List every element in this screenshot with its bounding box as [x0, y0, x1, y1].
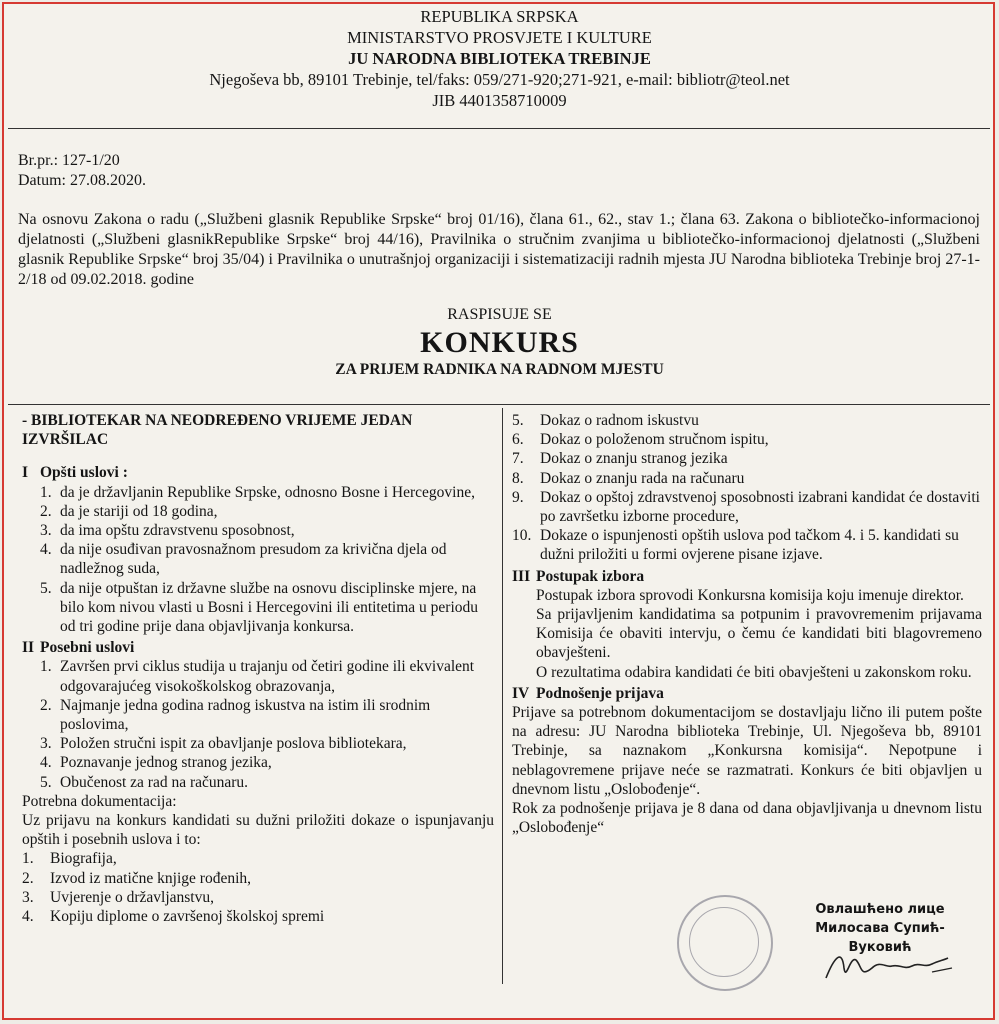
header-republic: REPUBLIKA SRPSKA	[420, 7, 579, 26]
list-item: 2. Najmanje jedna godina radnog iskustva na istim ili srodnim poslovima,	[40, 696, 431, 734]
list-item: 2. da je stariji od 18 godina,	[40, 502, 218, 520]
right-column	[512, 411, 982, 837]
section-application-submission	[512, 684, 982, 703]
section-number: II	[22, 639, 35, 657]
reference-number: Br.pr.: 127-1/20	[18, 152, 120, 169]
paragraph: Prijave sa potrebnom dokumentacijom se dostavljaju lično ili putem pošte na adresu: JU Narodna biblioteka Trebinje, Ul. Njegoševa bb, 89101 Trebinje, sa naznakom „Konkursna komisija“. Nepotpune i neblagovremene prijave neće se razmatrati. Konkurs će biti objavljen u dnevnom listu „Oslobođenje“.	[512, 704, 982, 798]
page-subtitle: ZA PRIJEM RADNIKA NA RADNOM MJESTU	[335, 361, 664, 378]
page-title: KONKURS	[420, 326, 579, 359]
announcement-line: RASPISUJE SE	[447, 306, 552, 323]
column-divider	[502, 408, 503, 984]
paragraph: Sa prijavljenim kandidatima sa potpunim i pravovremenim prijavama Komisija će obaviti intervju, o čemu će kandidati biti blagovremeno obavješteni.	[536, 606, 982, 662]
section-number: III	[512, 567, 531, 585]
header-contact: Njegoševa bb, 89101 Trebinje, tel/faks: 059/271-920;271-921, e-mail: bibliotr@teol.net	[209, 70, 790, 89]
list-item: 3. da ima opštu zdravstvenu sposobnost,	[40, 522, 295, 540]
legal-basis-paragraph: Na osnovu Zakona o radu („Službeni glasnik Republike Srpske“ broj 01/16), člana 61., 62., stav 1.; člana 63. Zakona o bibliotečko-informacionoj djelatnosti („Službeni glasnikRepublike Srpske“ broj 44/16), Pravilnika o stručnim zvanjima u bibliotečko-informacionoj djelatnosti („Službeni glasnik Republike Srpske“ broj 35/04) i Pravilnika o unutrašnjoj organizaciji i sistematizaciji radnih mjesta JU Narodna biblioteka Trebinje broj 27-1-2/18 od 09.02.2018. godine	[18, 211, 980, 288]
list-item: 5. Obučenost za rad na računaru.	[40, 773, 249, 791]
list-item: 5. da nije otpuštan iz državne službe na osnovu disciplinske mjere, na bilo kom nivou vlasti u Bosni i Hercegovini ili entitetima u periodu od tri godine prije dana objavljivanja konkursa.	[40, 579, 479, 636]
docs-intro: Uz prijavu na konkurs kandidati su dužni priložiti dokaze o ispunjavanju opštih i posebnih uslova i to:	[22, 812, 494, 849]
header-library: JU NARODNA BIBLIOTEKA TREBINJE	[348, 49, 651, 68]
signatory-role: Овлашћено лице	[815, 902, 945, 917]
list-item: 4. Poznavanje jednog stranog jezika,	[40, 754, 272, 772]
header-jib: JIB 4401358710009	[432, 91, 567, 110]
list-item: 5. Dokaz o radnom iskustvu	[512, 412, 699, 429]
list-item: 4. da nije osuđivan pravosnažnom presudom za krivična djela od nadležnog suda,	[40, 541, 447, 578]
docs-title: Potrebna dokumentacija:	[22, 792, 177, 810]
list-item: 7. Dokaz o znanju stranog jezika	[512, 450, 728, 468]
list-item: 10. Dokaze o ispunjenosti opštih uslova pod tačkom 4. i 5. kandidati su dužni priložiti u formi ovjerene pisane izjave.	[512, 527, 959, 564]
header-rule	[8, 128, 990, 129]
list-item: 9. Dokaz o opštoj zdravstvenoj sposobnosti izabrani kandidat će dostaviti po završetku izborne procedure,	[512, 488, 980, 526]
list-item: 3. Uvjerenje o državljanstvu,	[22, 888, 214, 906]
title-rule	[8, 404, 990, 405]
section-title: Postupak izbora	[536, 567, 645, 585]
section-special-conditions	[22, 638, 494, 657]
list-item: 6. Dokaz o položenom stručnom ispitu,	[512, 431, 769, 449]
official-stamp	[677, 895, 773, 991]
section-general-conditions	[22, 463, 494, 482]
left-column	[22, 411, 494, 926]
list-item: 8. Dokaz o znanju rada na računaru	[512, 469, 745, 487]
paragraph: Rok za podnošenje prijava je 8 dana od dana objavljivanja u dnevnom listu „Oslobođenje“	[512, 800, 982, 837]
list-item: 1. Biografija,	[22, 850, 117, 868]
list-item: 1. da je državljanin Republike Srpske, odnosno Bosne i Hercegovine,	[40, 483, 475, 501]
institution-header	[0, 6, 999, 111]
list-item: 1. Završen prvi ciklus studija u trajanju od četiri godine ili ekvivalent odgovarajućeg visokoškolskog obrazovanja,	[40, 658, 475, 695]
signatory-name: Милосава Супић-Вуковић	[815, 921, 945, 955]
list-item: 4. Kopiju diplome o završenoj školskoj spremi	[22, 908, 325, 926]
header-ministry: MINISTARSTVO PROSVJETE I KULTURE	[347, 28, 652, 47]
reference-block	[18, 151, 146, 191]
section-title: Podnošenje prijava	[536, 684, 664, 702]
section-selection-procedure	[512, 567, 982, 586]
paragraph: Postupak izbora sprovodi Konkursna komisija koju imenuje direktor.	[536, 586, 964, 604]
list-item: 3. Položen stručni ispit za obavljanje poslova bibliotekara,	[40, 735, 407, 753]
section-title: Opšti uslovi :	[40, 464, 128, 482]
reference-date: Datum: 27.08.2020.	[18, 172, 146, 189]
list-item: 2. Izvod iz matične knjige rođenih,	[22, 869, 252, 887]
section-title: Posebni uslovi	[40, 639, 135, 657]
handwritten-signature	[820, 938, 960, 988]
position-title: - BIBLIOTEKAR NA NEODREĐENO VRIJEME JEDAN IZVRŠILAC	[22, 412, 413, 449]
section-number: IV	[512, 684, 530, 702]
paragraph: O rezultatima odabira kandidati će biti obavješteni u zakonskom roku.	[536, 663, 972, 681]
section-number: I	[22, 464, 29, 482]
